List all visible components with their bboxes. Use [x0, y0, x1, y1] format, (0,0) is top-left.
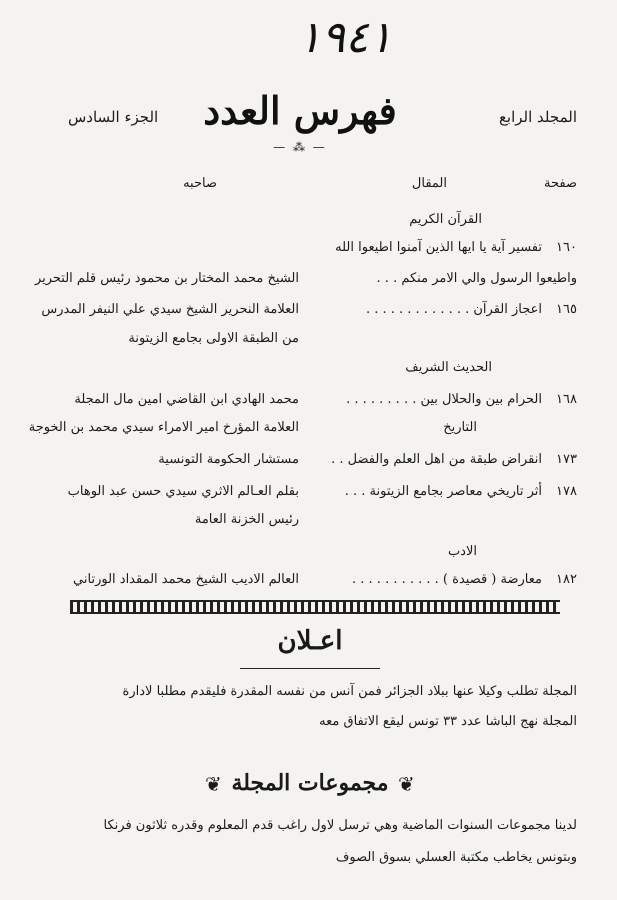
- volume-label: المجلد الرابع: [498, 108, 577, 126]
- page-title: فهرس العدد: [203, 88, 397, 133]
- entry-author-line: محمد الهادي ابن القاضي امين مال المجلة: [74, 392, 299, 407]
- announcement-line: المجلة نهج الباشا عدد ٣٣ تونس ليقع الاتفاق معه: [319, 714, 577, 729]
- column-header-page: صفحة: [544, 176, 577, 191]
- collections-line: لدينا مجموعات السنوات الماضية وهي ترسل لاول راغب قدم المعلوم وقدره ثلاثون فرنكا: [103, 818, 577, 833]
- handwritten-year: ١٩٤١: [297, 12, 393, 63]
- part-label: الجزء السادس: [68, 108, 159, 126]
- column-header-author: صاحبه: [183, 176, 217, 191]
- entry-article-line: الحرام بين والحلال بين . . . . . . . . .: [346, 392, 542, 407]
- entry-article-line: اعجاز القرآن . . . . . . . . . . . . .: [365, 302, 542, 317]
- entry-page: ١٦٨: [556, 392, 577, 407]
- entry-article-line: واطيعوا الرسول والي الامر منكم . . .: [376, 271, 577, 286]
- entry-page: ١٧٨: [556, 484, 577, 499]
- entry-page: ١٧٣: [556, 452, 577, 467]
- entry-author-line: العلامة النحرير الشيخ سيدي علي النيفر المدرس: [41, 302, 299, 317]
- collections-title: مجموعات المجلة: [231, 770, 389, 796]
- entry-article-line: انقراض طبقة من اهل العلم والفضل . .: [331, 452, 542, 467]
- section-heading-literature: الادب: [447, 544, 477, 559]
- announcement-line: المجلة تطلب وكيلا عنها ببلاد الجزائر فمن آنس من نفسه المقدرة فليقدم مطلبا لادارة: [122, 684, 577, 699]
- entry-page: ١٦٠: [556, 240, 577, 255]
- entry-author-line: بقلم العـالم الاثري سيدي حسن عبد الوهاب: [67, 484, 299, 499]
- entry-page: ١٦٥: [556, 302, 577, 317]
- column-header-article: المقال: [411, 176, 447, 191]
- left-ornament-icon: ❦: [205, 772, 222, 796]
- section-heading-hadith: الحديث الشريف: [405, 360, 492, 375]
- entry-article-line: أثر تاريخي معاصر بجامع الزيتونة . . .: [344, 484, 542, 499]
- title-ornament: — ⁂ —: [273, 140, 327, 154]
- entry-article-line: معارضة ( قصيدة ) . . . . . . . . . . .: [352, 572, 542, 587]
- right-ornament-icon: ❦: [398, 772, 415, 796]
- entry-author-line: الشيخ محمد المختار بن محمود رئيس قلم التحرير: [34, 271, 299, 286]
- entry-page: ١٨٢: [556, 572, 577, 587]
- announcement-underline: [240, 668, 380, 669]
- section-heading-quran: القرآن الكريم: [409, 212, 482, 227]
- entry-author-line: رئيس الخزنة العامة: [194, 512, 299, 527]
- entry-author-line: مستشار الحكومة التونسية: [158, 452, 299, 467]
- ornamental-divider: [70, 600, 560, 614]
- entry-author-line: العالم الاديب الشيخ محمد المقداد الورتاني: [73, 572, 299, 587]
- announcement-title: اعـلان: [277, 626, 343, 656]
- section-heading-history: التاريخ: [443, 420, 477, 435]
- entry-author-line: من الطبقة الاولى بجامع الزيتونة: [128, 331, 299, 346]
- collections-line: وبتونس يخاطب مكتبة العسلي بسوق الصوف: [335, 850, 577, 865]
- entry-author-line: العلامة المؤرخ امير الامراء سيدي محمد بن الخوجة: [28, 420, 299, 435]
- entry-article-line: تفسير آية يا ايها الذين آمنوا اطيعوا الله: [335, 240, 542, 255]
